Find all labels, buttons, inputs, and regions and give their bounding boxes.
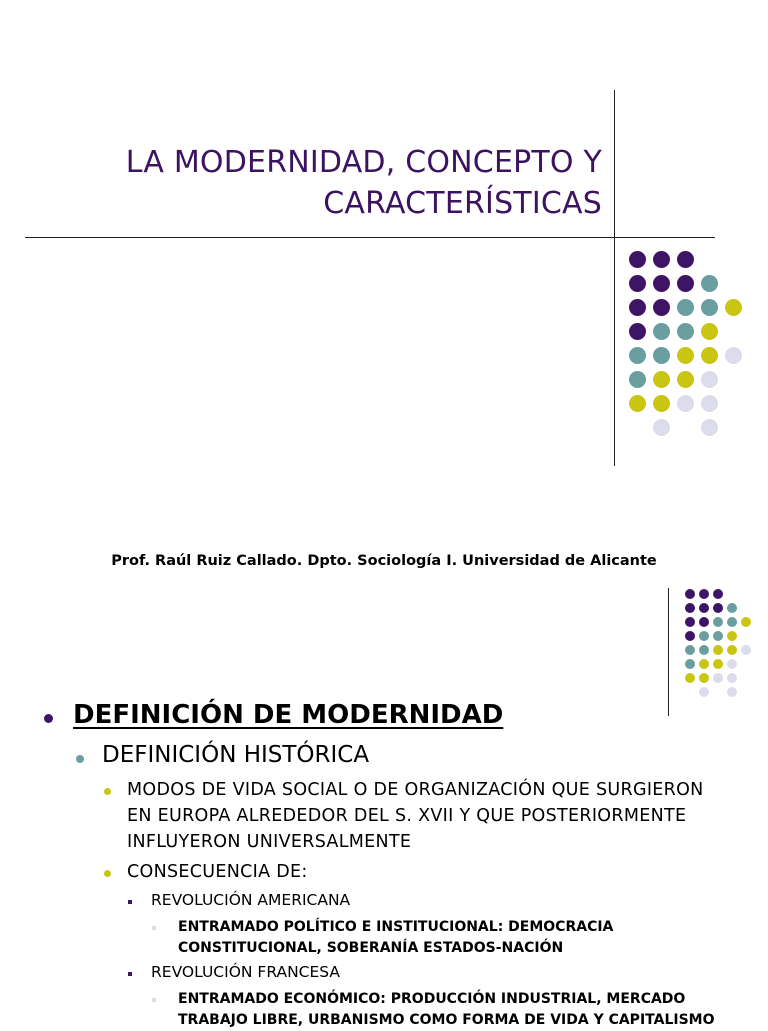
decorative-dot	[725, 299, 742, 316]
decorative-dot	[699, 589, 709, 599]
decorative-dot	[677, 323, 694, 340]
decorative-dot	[699, 673, 709, 683]
small-vertical-divider	[668, 588, 669, 716]
author-line: Prof. Raúl Ruiz Callado. Dpto. Sociología I. Universidad de Alicante	[111, 553, 657, 569]
decorative-dot	[699, 603, 709, 613]
decorative-dot	[701, 419, 718, 436]
detail-line-2: CONSTITUCIONAL, SOBERANÍA ESTADOS-NACIÓN	[178, 940, 564, 956]
decorative-dot	[741, 617, 751, 627]
decorative-dot	[677, 395, 694, 412]
decorative-dot	[713, 589, 723, 599]
decorative-dot	[701, 371, 718, 388]
bullet-dot-icon	[76, 755, 84, 763]
decorative-dot	[653, 419, 670, 436]
square-bullet-icon	[128, 972, 132, 976]
decorative-dot	[653, 323, 670, 340]
decorative-dot	[677, 347, 694, 364]
decorative-dot	[629, 371, 646, 388]
decorative-dot	[713, 603, 723, 613]
decorative-dot	[727, 687, 737, 697]
revolution-detail	[178, 917, 613, 959]
decorative-dot	[713, 659, 723, 669]
decorative-dot	[685, 617, 695, 627]
decorative-dot	[701, 299, 718, 316]
decorative-dot	[699, 659, 709, 669]
decorative-dot	[713, 645, 723, 655]
decorative-dot	[713, 617, 723, 627]
decorative-dot	[727, 673, 737, 683]
decorative-dot	[727, 645, 737, 655]
bullet-dot-icon	[104, 788, 111, 795]
decorative-dot	[629, 251, 646, 268]
decorative-dot	[653, 347, 670, 364]
decorative-dot	[727, 659, 737, 669]
list-item-consequence: CONSECUENCIA DE:	[127, 862, 308, 882]
bullet-dot-icon	[104, 870, 111, 877]
section-heading: DEFINICIÓN DE MODERNIDAD	[73, 700, 504, 730]
decorative-dot	[629, 323, 646, 340]
list-item-definition	[127, 777, 704, 855]
decorative-dot	[653, 371, 670, 388]
decorative-dot	[629, 347, 646, 364]
decorative-dot	[677, 251, 694, 268]
decorative-dot	[685, 673, 695, 683]
decorative-dot	[653, 275, 670, 292]
decorative-dot	[701, 323, 718, 340]
decorative-dot	[699, 631, 709, 641]
vertical-divider	[614, 90, 615, 466]
decorative-dot	[727, 617, 737, 627]
decorative-dot	[685, 659, 695, 669]
decorative-dot	[713, 631, 723, 641]
decorative-dot	[677, 371, 694, 388]
subsection-heading: DEFINICIÓN HISTÓRICA	[102, 742, 370, 768]
square-bullet-icon	[128, 900, 132, 904]
decorative-dot	[699, 687, 709, 697]
decorative-dot	[685, 603, 695, 613]
definition-line-2: EN EUROPA ALREDEDOR DEL S. XVII Y QUE POSTERIORMENTE	[127, 806, 687, 826]
title-line-2: CARACTERÍSTICAS	[323, 186, 602, 221]
decorative-dot	[629, 299, 646, 316]
decorative-dot	[677, 275, 694, 292]
definition-line-1: MODOS DE VIDA SOCIAL O DE ORGANIZACIÓN QUE SURGIERON	[127, 780, 704, 800]
decorative-dot	[629, 395, 646, 412]
decorative-dot	[701, 275, 718, 292]
decorative-dot	[685, 589, 695, 599]
decorative-dot	[653, 395, 670, 412]
detail-line-1: ENTRAMADO ECONÓMICO: PRODUCCIÓN INDUSTRIAL, MERCADO	[178, 991, 686, 1007]
decorative-dot	[629, 275, 646, 292]
bullet-dot-icon	[44, 714, 53, 723]
slide-title	[42, 142, 602, 224]
decorative-dot	[727, 603, 737, 613]
decorative-dot	[685, 631, 695, 641]
decorative-dot	[741, 645, 751, 655]
decorative-dot	[725, 347, 742, 364]
horizontal-divider	[25, 237, 715, 238]
decorative-dot	[699, 645, 709, 655]
title-line-1: LA MODERNIDAD, CONCEPTO Y	[125, 145, 602, 180]
decorative-dot	[653, 251, 670, 268]
definition-line-3: INFLUYERON UNIVERSALMENTE	[127, 832, 412, 852]
decorative-dot	[701, 395, 718, 412]
decorative-dot	[653, 299, 670, 316]
decorative-dot	[713, 673, 723, 683]
decorative-dot	[677, 299, 694, 316]
square-bullet-icon	[152, 926, 156, 930]
square-bullet-icon	[152, 998, 156, 1002]
revolution-item: REVOLUCIÓN FRANCESA	[151, 963, 341, 981]
revolution-item: REVOLUCIÓN AMERICANA	[151, 891, 351, 909]
revolution-detail	[178, 989, 715, 1031]
decorative-dot	[701, 347, 718, 364]
detail-line-2: TRABAJO LIBRE, URBANISMO COMO FORMA DE VIDA Y CAPITALISMO	[178, 1012, 715, 1028]
decorative-dot	[727, 631, 737, 641]
detail-line-1: ENTRAMADO POLÍTICO E INSTITUCIONAL: DEMOCRACIA	[178, 919, 614, 935]
decorative-dot	[699, 617, 709, 627]
decorative-dot	[685, 645, 695, 655]
